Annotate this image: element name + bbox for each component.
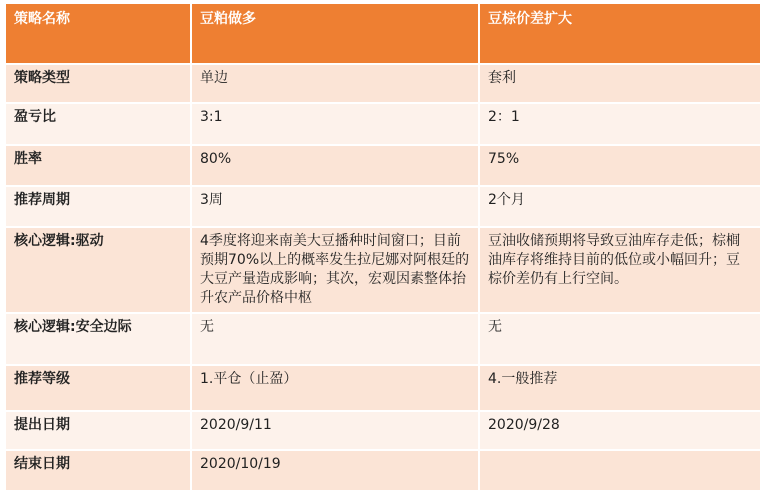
row-label: 策略类型 bbox=[5, 64, 191, 103]
row-start-date bbox=[5, 411, 761, 450]
row-profit-loss-ratio bbox=[5, 103, 761, 145]
header-strategy-name: 策略名称 bbox=[5, 3, 191, 64]
cell-soymeal: 80% bbox=[191, 145, 479, 186]
header-row bbox=[5, 3, 761, 64]
cell-spread: 4.一般推荐 bbox=[479, 365, 761, 411]
header-soymeal-long: 豆粕做多 bbox=[191, 3, 479, 64]
row-label: 推荐周期 bbox=[5, 186, 191, 227]
row-win-rate bbox=[5, 145, 761, 186]
cell-spread: 2：1 bbox=[479, 103, 761, 145]
row-recommended-period bbox=[5, 186, 761, 227]
row-core-logic-safety-margin bbox=[5, 313, 761, 365]
cell-soymeal: 2020/10/19 bbox=[191, 450, 479, 491]
cell-soymeal: 无 bbox=[191, 313, 479, 365]
cell-spread: 套利 bbox=[479, 64, 761, 103]
header-soy-palm-spread: 豆棕价差扩大 bbox=[479, 3, 761, 64]
row-label: 提出日期 bbox=[5, 411, 191, 450]
row-label: 核心逻辑:驱动 bbox=[5, 227, 191, 313]
row-end-date bbox=[5, 450, 761, 491]
cell-spread: 豆油收储预期将导致豆油库存走低；棕榈油库存将维持目前的低位或小幅回升；豆棕价差仍有上行空间。 bbox=[479, 227, 761, 313]
cell-soymeal: 3周 bbox=[191, 186, 479, 227]
cell-soymeal: 单边 bbox=[191, 64, 479, 103]
row-recommendation-level bbox=[5, 365, 761, 411]
cell-spread: 2个月 bbox=[479, 186, 761, 227]
cell-soymeal: 1.平仓（止盈） bbox=[191, 365, 479, 411]
row-core-logic-driver bbox=[5, 227, 761, 313]
row-label: 推荐等级 bbox=[5, 365, 191, 411]
cell-spread bbox=[479, 450, 761, 491]
cell-soymeal: 2020/9/11 bbox=[191, 411, 479, 450]
cell-soymeal: 4季度将迎来南美大豆播种时间窗口；目前预期70%以上的概率发生拉尼娜对阿根廷的大豆产量造成影响；其次，宏观因素整体抬升农产品价格中枢 bbox=[191, 227, 479, 313]
row-label: 盈亏比 bbox=[5, 103, 191, 145]
strategy-table bbox=[4, 2, 762, 492]
cell-spread: 75% bbox=[479, 145, 761, 186]
row-label: 胜率 bbox=[5, 145, 191, 186]
cell-spread: 2020/9/28 bbox=[479, 411, 761, 450]
cell-spread: 无 bbox=[479, 313, 761, 365]
row-strategy-type bbox=[5, 64, 761, 103]
cell-soymeal: 3:1 bbox=[191, 103, 479, 145]
row-label: 核心逻辑:安全边际 bbox=[5, 313, 191, 365]
row-label: 结束日期 bbox=[5, 450, 191, 491]
